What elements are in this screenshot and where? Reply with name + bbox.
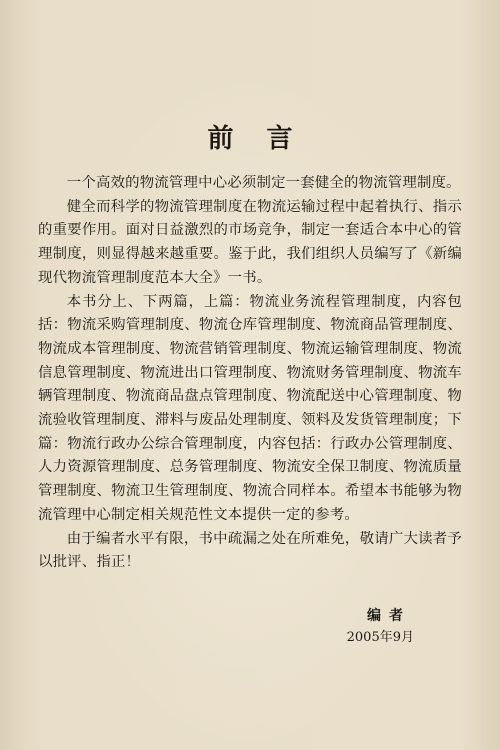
paragraph: 健全而科学的物流管理制度在物流运输过程中起着执行、指示的重要作用。面对日益激烈的市场竞争，制定一套适合本中心的管理制度，则显得越来越重要。鉴于此，我们组织人员编写了《新编现代物流管理制度范本大全》一书。 bbox=[38, 198, 462, 286]
page-title: 前 言 bbox=[207, 124, 305, 154]
paragraph: 由于编者水平有限，书中疏漏之处在所难免，敬请广大读者予以批评、指正！ bbox=[38, 530, 462, 571]
publication-date: 2005年9月 bbox=[346, 630, 414, 645]
paragraph: 本书分上、下两篇，上篇：物流业务流程管理制度，内容包括：物流采购管理制度、物流仓库管理制度、物流商品管理制度、物流成本管理制度、物流营销管理制度、物流运输管理制度、物流信息管理制度、物流进出口管理制度、物流财务管理制度、物流车辆管理制度、物流商品盘点管理制度、物流配送中心管理制度、物流验收管理制度、滞料与废品处理制度、领料及发货管理制度；下篇：物流行政办公综合管理制度，内容包括：行政办公管理制度、人力资源管理制度、总务管理制度、物流安全保卫制度、物流质量管理制度、物流卫生管理制度、物流合同样本。希望本书能够为物流管理中心制定相关规范性文本提供一定的参考。 bbox=[38, 293, 462, 523]
signature-block bbox=[347, 605, 414, 649]
preface-body bbox=[38, 172, 462, 575]
author-signature: 编者 bbox=[367, 608, 411, 624]
paragraph: 一个高效的物流管理中心必须制定一套健全的物流管理制度。 bbox=[66, 175, 461, 191]
